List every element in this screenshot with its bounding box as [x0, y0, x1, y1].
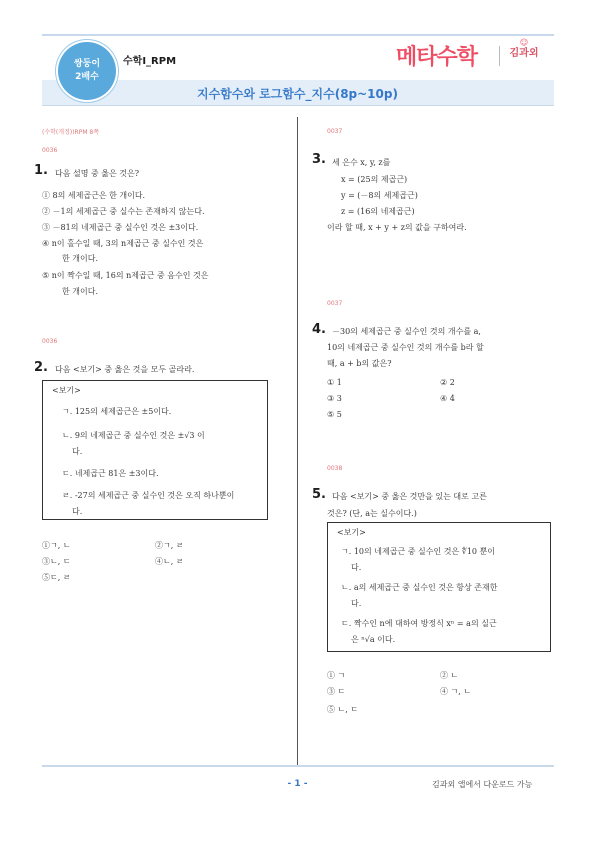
q3-code: 0037 — [327, 128, 343, 135]
q4-choice-4[interactable]: ④ 4 — [440, 394, 455, 403]
q4-number: 4. — [312, 322, 326, 337]
q5-code: 0038 — [327, 465, 343, 472]
q2-choice-1[interactable]: ①ㄱ, ㄴ — [42, 541, 71, 550]
q3-line-y: y = (－8의 세제곱근) — [341, 191, 418, 200]
q5-number: 5. — [312, 487, 326, 502]
page-number: - 1 - — [287, 779, 308, 789]
q2-number: 2. — [34, 360, 48, 375]
q3-instruction: 이라 할 때, x + y + z의 값을 구하여라. — [327, 223, 467, 232]
q4-choice-2[interactable]: ② 2 — [440, 378, 455, 387]
header-top-line — [42, 34, 554, 36]
q5-choice-3[interactable]: ③ ㄷ — [327, 687, 346, 696]
q5-bogi-label: <보기> — [337, 528, 366, 537]
q2-item-4: ㄹ. -27의 세제곱근 중 실수인 것은 오직 하나뿐이 — [62, 491, 235, 500]
q2-choice-2[interactable]: ②ㄱ, ㄹ — [155, 541, 184, 550]
q3-line-x: x = (25의 제곱근) — [341, 175, 408, 184]
q5-stem-line2: 것은? (단, a는 실수이다.) — [327, 509, 417, 518]
q4-stem-line1: －30의 세제곱근 중 실수인 것의 개수를 a, — [332, 327, 481, 336]
q1-choice-2[interactable]: ② －1의 세제곱근 중 실수는 존재하지 않는다. — [42, 207, 205, 216]
q1-choice-1[interactable]: ① 8의 세제곱근은 한 개이다. — [42, 191, 146, 200]
q4-choice-5[interactable]: ⑤ 5 — [327, 410, 342, 419]
q5-item-3: ㄷ. 짝수인 n에 대하여 방정식 xⁿ = a의 실근 — [341, 619, 497, 628]
q4-stem-line3: 때, a + b의 값은? — [327, 359, 392, 368]
q2-item-2-cont: 다. — [72, 447, 83, 456]
download-note: 김과외 앱에서 다운로드 가능 — [432, 780, 533, 789]
subject-label: 수학Ⅰ_RPM — [123, 56, 177, 67]
badge-line1: 쌍둥이 — [73, 59, 101, 69]
smile-icon: ☺ — [519, 38, 529, 47]
q4-code: 0037 — [327, 300, 343, 307]
q5-stem-line1: 다음 <보기> 중 옳은 것만을 있는 대로 고른 — [332, 492, 487, 501]
q5-item-1-cont: 다. — [351, 563, 362, 572]
q4-choice-3[interactable]: ③ 3 — [327, 394, 342, 403]
q5-choice-4[interactable]: ④ ㄱ, ㄴ — [440, 687, 472, 696]
q2-item-3: ㄷ. 네제곱근 81은 ±3이다. — [62, 469, 159, 478]
q2-item-4-cont: 다. — [72, 507, 83, 516]
q2-bogi-label: <보기> — [52, 386, 81, 395]
q3-line-z: z = (16의 네제곱근) — [341, 207, 415, 216]
q1-choice-3[interactable]: ③ －81의 네제곱근 중 실수인 것은 ±3이다. — [42, 223, 199, 232]
q1-choice-4[interactable]: ④ n이 홀수일 때, 3의 n제곱근 중 실수인 것은 — [42, 239, 204, 248]
brand-separator — [499, 46, 500, 66]
q4-stem-line2: 10의 네제곱근 중 실수인 것의 개수를 b라 할 — [327, 343, 484, 352]
q2-stem: 다음 <보기> 중 옳은 것을 모두 골라라. — [55, 365, 195, 374]
q5-item-3-cont: 은 ⁿ√a 이다. — [351, 635, 396, 644]
kimgwaoe-text: 김과외 — [509, 48, 539, 59]
q5-item-2-cont: 다. — [351, 599, 362, 608]
kimgwaoe-logo — [505, 38, 543, 68]
q5-choice-2[interactable]: ② ㄴ — [440, 671, 459, 680]
q2-choice-3[interactable]: ③ㄴ, ㄷ — [42, 557, 71, 566]
q1-choice-5-cont: 한 개이다. — [62, 287, 98, 296]
page-title: 지수함수와 로그함수_지수(8p~10p) — [197, 87, 398, 101]
q4-choice-1[interactable]: ① 1 — [327, 378, 342, 387]
q5-item-1: ㄱ. 10의 네제곱근 중 실수인 것은 ∜10 뿐이 — [341, 547, 495, 556]
q2-code: 0036 — [42, 338, 58, 345]
q1-stem: 다음 설명 중 옳은 것은? — [55, 169, 140, 178]
q3-stem: 세 은수 x, y, z를 — [332, 158, 391, 167]
q1-choice-4-cont: 한 개이다. — [62, 254, 98, 263]
q5-choice-5[interactable]: ⑤ ㄴ, ㄷ — [327, 705, 359, 714]
q2-item-2: ㄴ. 9의 네제곱근 중 실수인 것은 ±√3 이 — [62, 431, 205, 440]
q1-number: 1. — [34, 163, 48, 178]
q3-number: 3. — [312, 152, 326, 167]
q2-choice-4[interactable]: ④ㄴ, ㄹ — [155, 557, 184, 566]
q5-item-2: ㄴ. a의 세제곱근 중 실수인 것은 항상 존재한 — [341, 583, 498, 592]
q5-choice-1[interactable]: ① ㄱ — [327, 671, 346, 680]
source-note: (수학(개정))RPM 8쪽 — [42, 129, 100, 136]
q1-choice-5[interactable]: ⑤ n이 짝수일 때, 16의 n제곱근 중 음수인 것은 — [42, 271, 209, 280]
brand-logo: 메타수학 — [396, 45, 478, 70]
column-divider — [297, 117, 298, 765]
badge-line2: 2배수 — [75, 72, 99, 82]
q2-item-1: ㄱ. 125의 세제곱근은 ±5이다. — [62, 407, 172, 416]
q1-code: 0036 — [42, 147, 58, 154]
q2-choice-5[interactable]: ⑤ㄷ, ㄹ — [42, 573, 71, 582]
footer-line — [42, 765, 554, 767]
